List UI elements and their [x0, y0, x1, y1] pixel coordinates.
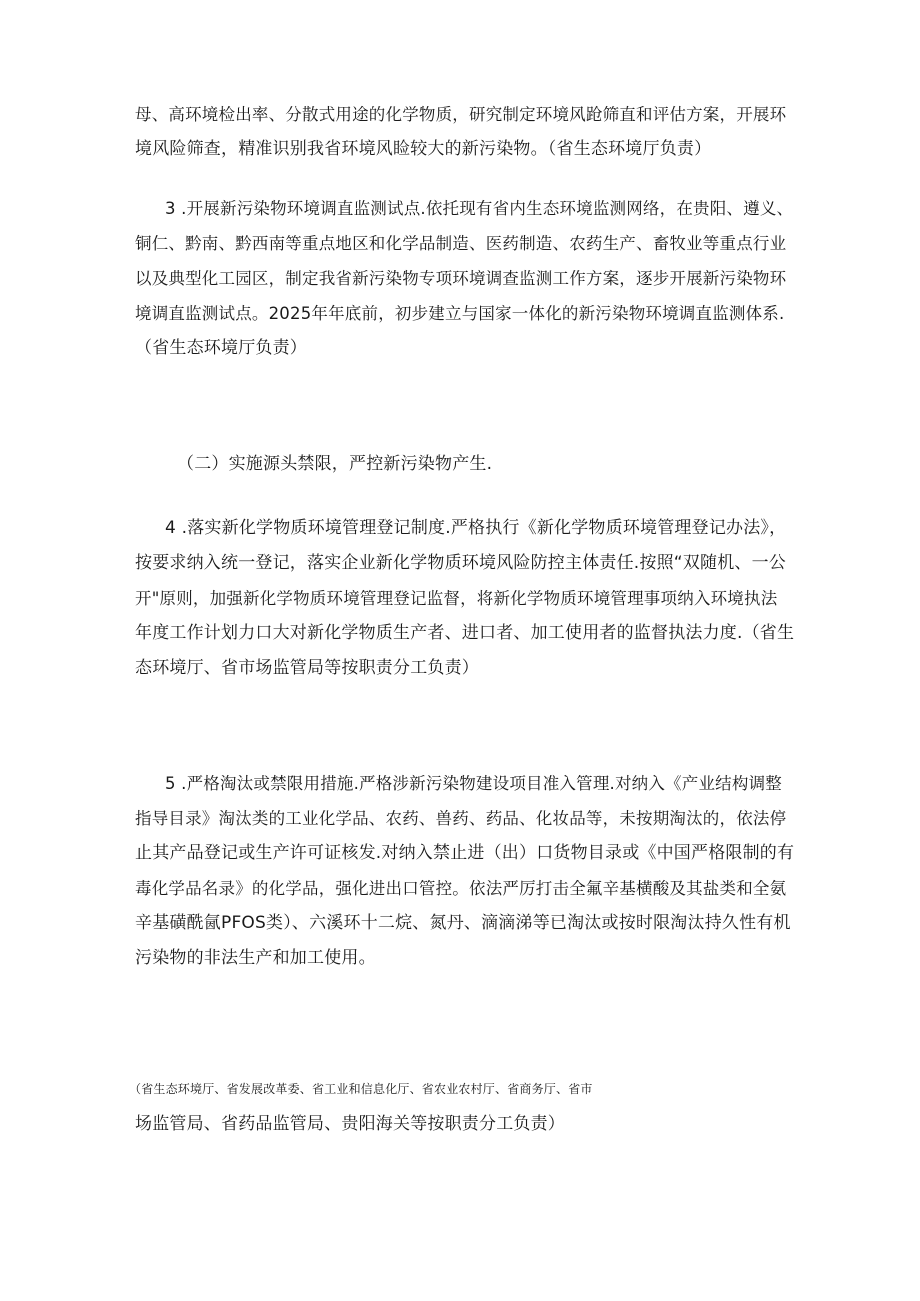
paragraph-item-4	[135, 511, 795, 686]
section-heading-2	[135, 447, 795, 482]
paragraph-item-5-responsible	[129, 1072, 795, 1142]
paragraph-continued	[135, 97, 795, 167]
text-line: （二）实施源头禁限，严控新污染物产生.	[177, 454, 493, 474]
text-line: 境风险筛查，精准识别我省环境风睑较大的新污染物。（省生态环境厅负责）	[135, 139, 712, 159]
text-line: 辛基磺酰氤PFOS类）、六溪环十二烷、氮丹、滴滴涕等已淘汰或按时限淘汰持久性有机	[135, 913, 791, 933]
paragraph-item-5	[135, 766, 795, 976]
text-line: 态环境厅、省市场监管局等按职责分工负责）	[135, 658, 479, 678]
text-line: 污染物的非法生产和加工使用。	[135, 948, 376, 968]
text-line: 5 .严格淘汰或禁限用措施.严格涉新污染物建设项目准入管理.对纳入《产业结构调整	[165, 774, 782, 793]
text-line: 铜仁、黔南、黔西南等重点地区和化学品制造、医药制造、农药生产、畜牧业等重点行业	[135, 234, 787, 253]
text-line: （省生态环境厅、省发展改革委、省工业和信息化厅、省农业农村厅、省商务厅、省市	[129, 1082, 593, 1096]
text-line: 止其产品登记或生产许可证核发.对纳入禁止进（出）口货物目录或《中国严格限制的有	[135, 843, 795, 863]
text-line: 场监管局、省药品监管局、贵阳海关等按职责分工负责）	[135, 1114, 565, 1134]
text-line: 母、高环境检出率、分散式用途的化学物质，研究制定环境风跄筛直和评估方案，开展环	[135, 105, 787, 124]
text-line: 4 .落实新化学物质环境管理登记制度.严格执行《新化学物质环境管理登记办法》，	[165, 518, 787, 538]
paragraph-item-3	[135, 191, 795, 366]
text-line: 毒化学品名录》的化学品，强化进出口管控。依法严厉打击全氟辛基横酸及其盐类和全氨	[135, 879, 787, 898]
text-line: 以及典型化工园区，制定我省新污染物专项环境调查监测工作方案，逐步开展新污染物环	[135, 269, 787, 288]
text-line: 开"原则，加强新化学物质环境管理登记监督，将新化学物质环境管理事项纳入环境执法	[135, 589, 778, 608]
text-line: 年度工作计划力口大对新化学物质生产者、进口者、加工使用者的监督执法力度.（省生	[135, 623, 795, 643]
text-line: （省生态环境厅负责）	[135, 338, 307, 358]
text-line: 指导目录》淘汰类的工业化学品、农药、兽药、药品、化妆品等，未按期淘汰的，依法停	[135, 809, 787, 828]
text-line: 境调直监测试点。2025年年底前，初步建立与国家一体化的新污染物环境调直监测体系.	[135, 304, 785, 323]
text-line: 3 .开展新污染物环境调直监测试点.依托现有省内生态环境监测网络，在贵阳、遵义、	[165, 199, 794, 218]
text-line: 按要求纳入统一登记，落实企业新化学物质环境风险防控主体责任.按照“双随机、一公	[135, 553, 787, 573]
